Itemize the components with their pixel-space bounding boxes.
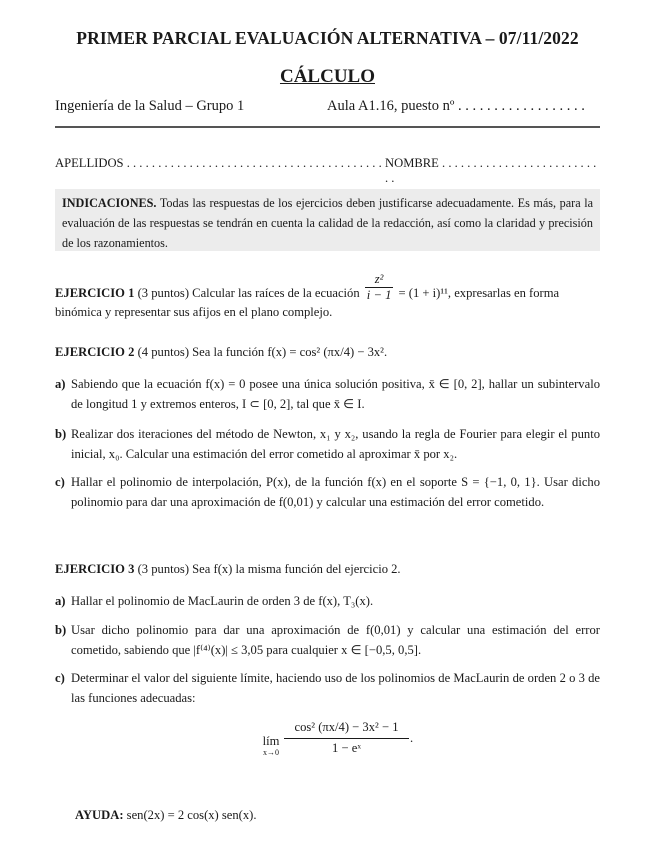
ayuda-text: sen(2x) = 2 cos(x) sen(x). (123, 808, 257, 822)
item-label: a) (55, 377, 66, 391)
limit-fraction (284, 714, 409, 757)
exercise-2-points: (4 puntos) (134, 345, 190, 359)
exercise-3-intro (55, 560, 600, 579)
exercise-1-label: EJERCICIO 1 (55, 286, 135, 300)
ayuda-label: AYUDA: (75, 808, 124, 822)
exercise-3c-text: Determinar el valor del siguiente límite, haciendo uso de los polinomios de MacLaurin de orden 2 o 3 de las funciones adecuadas: (71, 671, 600, 705)
fraction-numerator: z² (374, 271, 384, 286)
exercise-3a-text: Hallar el polinomio de MacLaurin de orden 3 de f(x), T₃(x). (71, 594, 374, 608)
item-label: a) (55, 594, 66, 608)
limit-denominator: 1 − eˣ (332, 741, 361, 755)
exercise-2-label: EJERCICIO 2 (55, 345, 135, 359)
limit-numerator: cos² (πx/4) − 3x² − 1 (284, 714, 409, 739)
exercise-3-points: (3 puntos) (134, 562, 190, 576)
item-label: c) (55, 475, 65, 489)
exercise-2b-text: Realizar dos iteraciones del método de Newton, x₁ y x₂, usando la regla de Fourier para elegir el punto inicial, x₀. Calcular una estimación del error cometido al aproximar x̄ por x₂. (71, 427, 600, 461)
exercise-3c (55, 668, 600, 708)
exercise-1-text-a: Calcular las raíces de la ecuación (189, 286, 363, 300)
indicaciones-label: INDICACIONES. (62, 196, 157, 210)
ayuda-line (75, 806, 595, 825)
exercise-2b (55, 424, 600, 464)
exercise-3-intro-text: Sea f(x) la misma función del ejercicio 2. (189, 562, 401, 576)
exercise-2a-text: Sabiendo que la ecuación f(x) = 0 posee una única solución positiva, x̄ ∈ [0, 2], hallar un subintervalo de longitud 1 y extremos enteros, I ⊂ [0, 2], tal que x̄ ∈ I. (71, 377, 600, 411)
limit-word: lím (262, 734, 280, 748)
indicaciones-box (55, 189, 600, 251)
exercise-1-text-b: = (1 + i)¹¹, expresarlas en forma binómica y representar sus afijos en el plano complejo. (55, 286, 560, 319)
exercise-2-intro-text: Sea la función f(x) = cos² (πx/4) − 3x². (189, 345, 388, 359)
exercise-2-intro (55, 343, 600, 362)
exercise-1 (55, 271, 600, 322)
exercise-2c (55, 472, 600, 512)
limit-period: . (410, 731, 414, 745)
group-label: Ingeniería de la Salud – Grupo 1 (55, 98, 245, 114)
aula-field: Aula A1.16, puesto nº . . . . . . . . . . . . . . . . . . (327, 98, 585, 114)
nombre-field: NOMBRE . . . . . . . . . . . . . . . . . . . . . . . . . . . (385, 156, 597, 185)
exercise-3b (55, 620, 600, 660)
header-divider (55, 126, 600, 128)
item-label: b) (55, 623, 67, 637)
name-row (55, 156, 600, 185)
item-label: c) (55, 671, 65, 685)
fraction-denominator: i − 1 (366, 287, 392, 302)
exercise-1-points: (3 puntos) (134, 286, 190, 300)
exercise-3b-text: Usar dicho polinomio para dar una aproximación de f(0,01) y calcular una estimación del error cometido, sabiendo que |f⁽⁴⁾(x)| ≤ 3,05 para cualquier x ∈ [−0,5, 0,5]. (71, 623, 600, 657)
limit-subscript: x→0 (263, 748, 279, 757)
exercise-3-label: EJERCICIO 3 (55, 562, 135, 576)
apellidos-field: APELLIDOS . . . . . . . . . . . . . . . . . . . . . . . . . . . . . . . . . . . . . . . . . (55, 156, 382, 170)
indicaciones-text: Todas las respuestas de los ejercicios deben justificarse adecuadamente. Es más, para la evaluación de las respuestas se tendrán en cuenta la calidad de la redacción, así como la claridad y precisión de los razonamientos. (62, 196, 593, 250)
item-label: b) (55, 427, 67, 441)
exercise-3a (55, 591, 600, 611)
exercise-2c-text: Hallar el polinomio de interpolación, P(x), de la función f(x) en el soporte S = {−1, 0, 1}. Usar dicho polinomio para dar una aproximación de f(0,01) y calcular una estimación del error cometido. (71, 475, 600, 509)
exercise-2a (55, 374, 600, 414)
group-row (55, 98, 600, 115)
subject-title: CÁLCULO (279, 66, 375, 87)
exam-title: PRIMER PARCIAL EVALUACIÓN ALTERNATIVA – 07/11/2022 (76, 28, 579, 48)
equation-fraction (365, 272, 394, 303)
